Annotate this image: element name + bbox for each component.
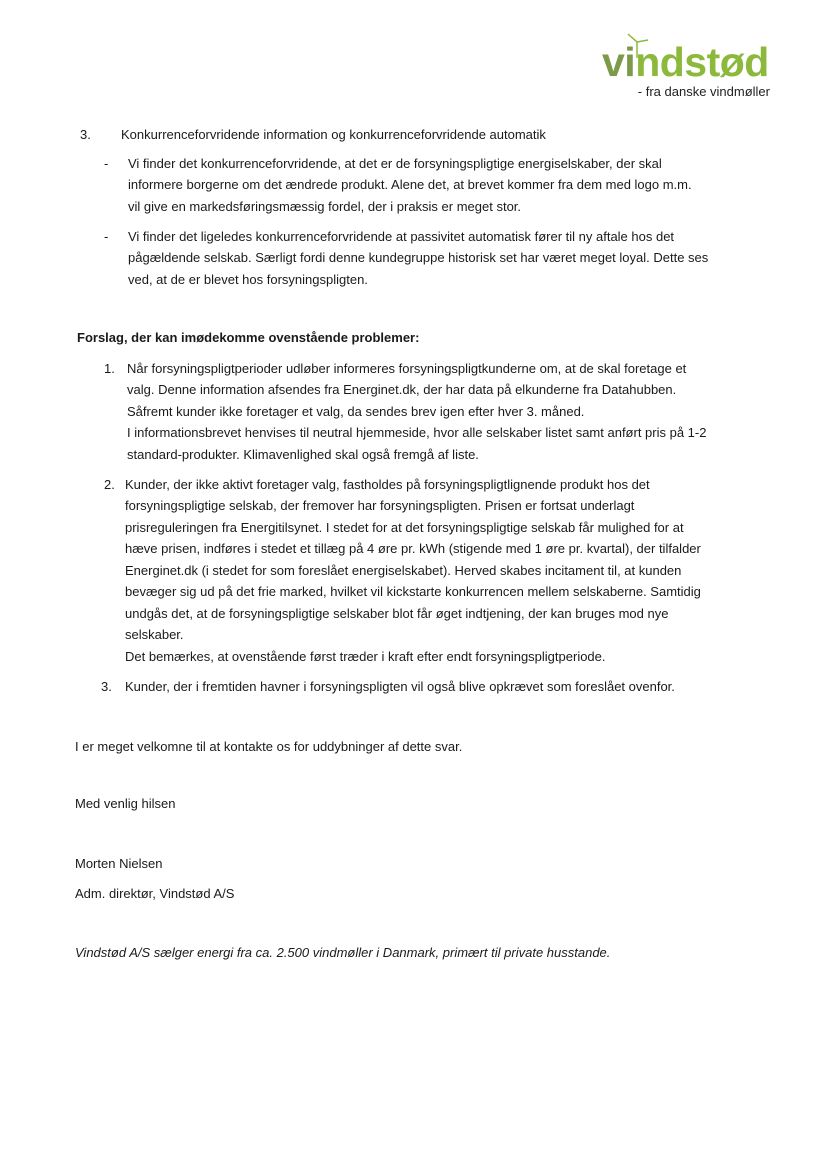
proposal-line: bevæger sig ud på det frie marked, hvilket vil kickstarte konkurrencen mellem selskaberne. Samtidig [125,584,701,599]
proposal-line: Energinet.dk (i stedet for som foreslået energiselskabet). Herved skabes incitament til, at kunden [125,563,682,578]
logo-word-part1: vi [602,39,636,85]
proposal-line: I informationsbrevet henvises til neutral hjemmeside, hvor alle selskaber listet samt anført pris på 1-2 [127,425,707,440]
contact-invitation: I er meget velkomne til at kontakte os for uddybninger af dette svar. [75,739,463,754]
vindstod-logo [600,32,780,107]
proposal-line: Når forsyningspligtperioder udløber informeres forsyningspligtkunderne om, at de skal foretage et [127,361,687,376]
section-title: Konkurrenceforvridende information og konkurrenceforvridende automatik [121,127,546,142]
bullet-line: ved, at de er blevet hos forsyningspligten. [128,272,368,287]
company-footer: Vindstød A/S sælger energi fra ca. 2.500 vindmøller i Danmark, primært til private husstande. [75,945,611,960]
bullet-line: informere borgerne om det ændrede produkt. Alene det, at brevet kommer fra dem med logo m.m. [128,177,692,192]
section-number: 3. [80,127,91,142]
proposal-number: 2. [104,477,115,492]
proposal-line: forsyningspligtige selskab, der fremover har forsyningspligten. Prisen er fortsat underlagt [125,498,635,513]
proposals-heading: Forslag, der kan imødekomme ovenstående problemer: [77,330,420,345]
bullet-line: Vi finder det ligeledes konkurrenceforvridende at passivitet automatisk fører til ny aftale hos det [128,229,675,244]
proposal-line: Kunder, der ikke aktivt foretager valg, fastholdes på forsyningspligtlignende produkt hos det [125,477,650,492]
bullet-dash: - [104,229,109,244]
bullet-line: pågældende selskab. Særligt fordi denne kundegruppe historisk set har været meget loyal. Dette ses [128,250,709,265]
proposal-line: hæve prisen, indføres i stedet et tillæg på 4 øre pr. kWh (stigende med 1 øre pr. kvartal), der tilfalder [125,541,701,556]
bullet-dash: - [104,156,109,171]
proposal-line: standard-produkter. Klimavenlighed skal også fremgå af liste. [127,447,479,462]
proposal-line: Det bemærkes, at ovenstående først træder i kraft efter endt forsyningspligtperiode. [125,649,606,664]
signatory-name: Morten Nielsen [75,856,163,871]
proposal-line: Såfremt kunder ikke foretager et valg, da sendes brev igen efter hver 3. måned. [127,404,585,419]
logo-wordmark [602,38,769,86]
proposal-line: selskaber. [125,627,184,642]
bullet-line: Vi finder det konkurrenceforvridende, at det er de forsyningspligtige energiselskaber, der skal [128,156,662,171]
logo-tagline: - fra danske vindmøller [637,84,770,99]
logo-word-part2: ndstød [635,39,769,85]
greeting: Med venlig hilsen [75,796,176,811]
proposal-line: prisreguleringen fra Energitilsynet. I stedet for at det forsyningspligtige selskab får mulighed for at [125,520,684,535]
signatory-role: Adm. direktør, Vindstød A/S [75,886,235,901]
proposal-number: 3. [101,679,112,694]
proposal-line: undgås det, at de forsyningspligtige selskaber blot får øget indtjening, der kan bruges mod nye [125,606,669,621]
proposal-line: Kunder, der i fremtiden havner i forsyningspligten vil også blive opkrævet som foreslået ovenfor. [125,679,675,694]
proposal-line: valg. Denne information afsendes fra Energinet.dk, der har data på elkunderne fra Datahubben. [127,382,677,397]
bullet-line: vil give en markedsføringsmæssig fordel, der i praksis er meget stor. [128,199,522,214]
proposal-number: 1. [104,361,115,376]
